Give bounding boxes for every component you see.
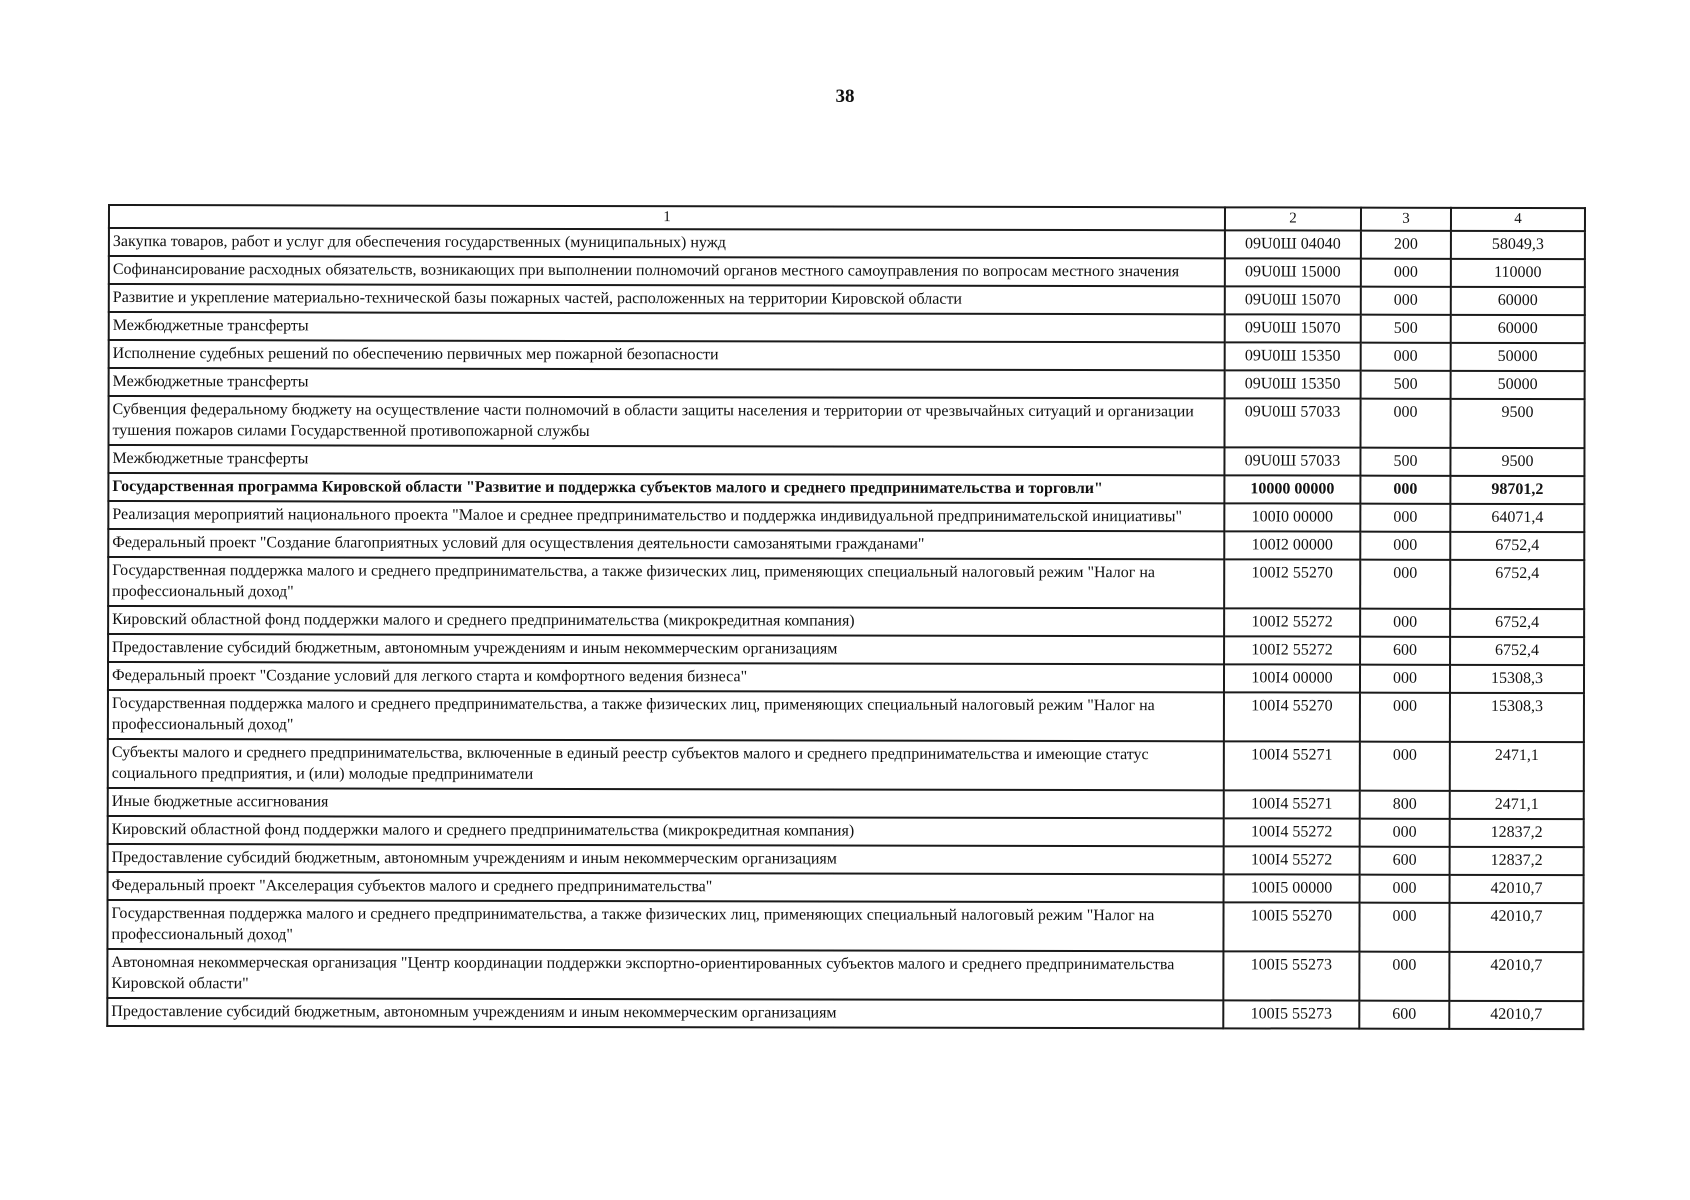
row-code: 100I4 55270 xyxy=(1224,692,1360,741)
row-amount: 42010,7 xyxy=(1449,952,1583,1001)
row-expense-type: 600 xyxy=(1360,847,1450,875)
row-name: Межбюджетные трансферты xyxy=(109,368,1225,398)
row-amount: 60000 xyxy=(1451,315,1585,343)
row-code: 100I5 55273 xyxy=(1223,1000,1359,1028)
row-name: Исполнение судебных решений по обеспечению первичных мер пожарной безопасности xyxy=(109,340,1225,370)
row-code: 100I0 00000 xyxy=(1224,503,1360,531)
table-row xyxy=(108,788,1584,819)
table-row xyxy=(108,844,1584,875)
table-row xyxy=(107,900,1583,952)
table-row xyxy=(108,816,1584,847)
row-code: 100I2 55270 xyxy=(1224,559,1360,608)
row-expense-type: 200 xyxy=(1361,231,1451,259)
budget-table xyxy=(106,204,1586,1030)
row-expense-type: 600 xyxy=(1359,1001,1449,1029)
row-name: Автономная некоммерческая организация "Центр координации поддержки экспортно-ориентированных субъектов малого и среднего предпринимательства Кировской области" xyxy=(107,949,1223,1000)
row-code: 100I4 55271 xyxy=(1224,790,1360,818)
row-code: 100I2 00000 xyxy=(1224,531,1360,559)
page-number: 38 xyxy=(835,86,855,107)
row-code: 100I5 00000 xyxy=(1224,874,1360,902)
row-code: 09U0Ш 04040 xyxy=(1225,230,1361,258)
row-expense-type: 000 xyxy=(1361,287,1451,315)
row-code: 100I4 55272 xyxy=(1224,846,1360,874)
table-row xyxy=(109,256,1585,287)
row-expense-type: 000 xyxy=(1360,609,1450,637)
row-name: Закупка товаров, работ и услуг для обеспечения государственных (муниципальных) нужд xyxy=(109,228,1225,258)
row-amount: 42010,7 xyxy=(1450,875,1584,903)
row-amount: 9500 xyxy=(1450,399,1584,448)
row-amount: 110000 xyxy=(1451,259,1585,287)
row-amount: 6752,4 xyxy=(1450,609,1584,637)
row-amount: 15308,3 xyxy=(1450,693,1584,742)
row-code: 09U0Ш 15070 xyxy=(1225,286,1361,314)
row-amount: 64071,4 xyxy=(1450,504,1584,532)
header-col-1: 1 xyxy=(109,205,1225,230)
row-amount: 15308,3 xyxy=(1450,665,1584,693)
table-row xyxy=(108,501,1584,532)
row-code: 09U0Ш 15350 xyxy=(1225,342,1361,370)
row-amount: 42010,7 xyxy=(1449,1001,1583,1029)
row-expense-type: 000 xyxy=(1361,259,1451,287)
row-expense-type: 000 xyxy=(1360,819,1450,847)
row-expense-type: 000 xyxy=(1360,875,1450,903)
header-row xyxy=(109,205,1585,231)
row-code: 100I2 55272 xyxy=(1224,608,1360,636)
row-amount: 58049,3 xyxy=(1451,231,1585,259)
row-expense-type: 000 xyxy=(1360,693,1450,742)
row-name: Предоставление субсидий бюджетным, автономным учреждениям и иным некоммерческим организациям xyxy=(108,634,1224,664)
header-col-2: 2 xyxy=(1225,207,1361,230)
row-amount: 12837,2 xyxy=(1450,819,1584,847)
row-code: 100I2 55272 xyxy=(1224,636,1360,664)
header-col-4: 4 xyxy=(1451,208,1585,231)
row-expense-type: 000 xyxy=(1360,476,1450,504)
row-code: 09U0Ш 15070 xyxy=(1225,314,1361,342)
row-expense-type: 000 xyxy=(1360,532,1450,560)
row-amount: 98701,2 xyxy=(1450,476,1584,504)
row-name: Кировский областной фонд поддержки малого и среднего предпринимательства (микрокредитная компания) xyxy=(108,606,1224,636)
row-code: 100I5 55273 xyxy=(1223,951,1359,1000)
row-code: 09U0Ш 15000 xyxy=(1225,258,1361,286)
row-code: 100I5 55270 xyxy=(1223,902,1359,951)
row-name: Реализация мероприятий национального проекта "Малое и среднее предпринимательство и поддержка индивидуальной предпринимательской инициативы" xyxy=(108,501,1224,531)
table-row xyxy=(108,396,1584,448)
row-amount: 50000 xyxy=(1451,343,1585,371)
row-amount: 9500 xyxy=(1450,448,1584,476)
table-row xyxy=(108,662,1584,693)
row-expense-type: 500 xyxy=(1361,371,1451,399)
table-row xyxy=(108,445,1584,476)
row-code: 09U0Ш 57033 xyxy=(1224,447,1360,475)
row-amount: 6752,4 xyxy=(1450,637,1584,665)
row-amount: 60000 xyxy=(1451,287,1585,315)
table-row xyxy=(107,998,1583,1029)
row-name: Кировский областной фонд поддержки малого и среднего предпринимательства (микрокредитная компания) xyxy=(108,816,1224,846)
table-header xyxy=(109,205,1585,231)
header-col-3: 3 xyxy=(1361,208,1451,231)
row-name: Государственная поддержка малого и среднего предпринимательства, а также физических лиц, применяющих специальный налоговый режим "Налог на профессиональный доход" xyxy=(107,900,1223,951)
row-amount: 6752,4 xyxy=(1450,532,1584,560)
table-row xyxy=(109,368,1585,399)
table-row xyxy=(109,312,1585,343)
row-code: 100I4 00000 xyxy=(1224,664,1360,692)
table-row xyxy=(109,284,1585,315)
table-row xyxy=(109,228,1585,259)
table-row xyxy=(108,606,1584,637)
row-expense-type: 000 xyxy=(1360,742,1450,791)
row-expense-type: 000 xyxy=(1359,903,1449,952)
row-amount: 50000 xyxy=(1451,371,1585,399)
table-row xyxy=(109,340,1585,371)
row-name: Федеральный проект "Создание благоприятных условий для осуществления деятельности самозанятыми гражданами" xyxy=(108,529,1224,559)
table-row xyxy=(108,529,1584,560)
row-expense-type: 000 xyxy=(1359,952,1449,1001)
row-name: Субвенция федеральному бюджету на осуществление части полномочий в области защиты населения и территории от чрезвычайных ситуаций и организации тушения пожаров силами Государственной противопожарной службы xyxy=(108,396,1224,447)
table-row xyxy=(108,634,1584,665)
row-name: Софинансирование расходных обязательств, возникающих при выполнении полномочий органов местного самоуправления по вопросам местного значения xyxy=(109,256,1225,286)
table-row xyxy=(108,473,1584,504)
row-expense-type: 500 xyxy=(1361,315,1451,343)
row-expense-type: 800 xyxy=(1360,791,1450,819)
row-name: Федеральный проект "Создание условий для легкого старта и комфортного ведения бизнеса" xyxy=(108,662,1224,692)
row-amount: 12837,2 xyxy=(1450,847,1584,875)
row-name: Федеральный проект "Акселерация субъектов малого и среднего предпринимательства" xyxy=(108,872,1224,902)
row-name: Предоставление субсидий бюджетным, автономным учреждениям и иным некоммерческим организациям xyxy=(107,998,1223,1028)
table-row xyxy=(108,557,1584,609)
row-code: 100I4 55271 xyxy=(1224,741,1360,790)
row-name: Субъекты малого и среднего предпринимательства, включенные в единый реестр субъектов малого и среднего предпринимательства и имеющие статус социального предприятия, и (или) молодые предприниматели xyxy=(108,739,1224,790)
row-name: Государственная программа Кировской области "Развитие и поддержка субъектов малого и среднего предпринимательства и торговли" xyxy=(108,473,1224,503)
row-code: 100I4 55272 xyxy=(1224,818,1360,846)
row-expense-type: 000 xyxy=(1361,343,1451,371)
row-code: 10000 00000 xyxy=(1224,475,1360,503)
row-expense-type: 000 xyxy=(1360,665,1450,693)
row-name: Иные бюджетные ассигнования xyxy=(108,788,1224,818)
row-amount: 6752,4 xyxy=(1450,560,1584,609)
row-name: Государственная поддержка малого и среднего предпринимательства, а также физических лиц, применяющих специальный налоговый режим "Налог на профессиональный доход" xyxy=(108,557,1224,608)
table-row xyxy=(108,739,1584,791)
row-code: 09U0Ш 57033 xyxy=(1224,398,1360,447)
row-expense-type: 500 xyxy=(1360,448,1450,476)
row-expense-type: 000 xyxy=(1360,504,1450,532)
row-expense-type: 600 xyxy=(1360,637,1450,665)
row-code: 09U0Ш 15350 xyxy=(1225,370,1361,398)
row-name: Государственная поддержка малого и среднего предпринимательства, а также физических лиц, применяющих специальный налоговый режим "Налог на профессиональный доход" xyxy=(108,690,1224,741)
row-amount: 2471,1 xyxy=(1450,791,1584,819)
row-name: Межбюджетные трансферты xyxy=(108,445,1224,475)
row-expense-type: 000 xyxy=(1360,560,1450,609)
table-row xyxy=(108,690,1584,742)
row-expense-type: 000 xyxy=(1360,399,1450,448)
row-amount: 42010,7 xyxy=(1449,903,1583,952)
budget-table-sheet xyxy=(106,204,1584,1030)
row-name: Межбюджетные трансферты xyxy=(109,312,1225,342)
row-amount: 2471,1 xyxy=(1450,742,1584,791)
table-row xyxy=(108,872,1584,903)
table-row xyxy=(107,949,1583,1001)
row-name: Развитие и укрепление материально-технической базы пожарных частей, расположенных на территории Кировской области xyxy=(109,284,1225,314)
row-name: Предоставление субсидий бюджетным, автономным учреждениям и иным некоммерческим организациям xyxy=(108,844,1224,874)
table-body xyxy=(107,228,1585,1029)
